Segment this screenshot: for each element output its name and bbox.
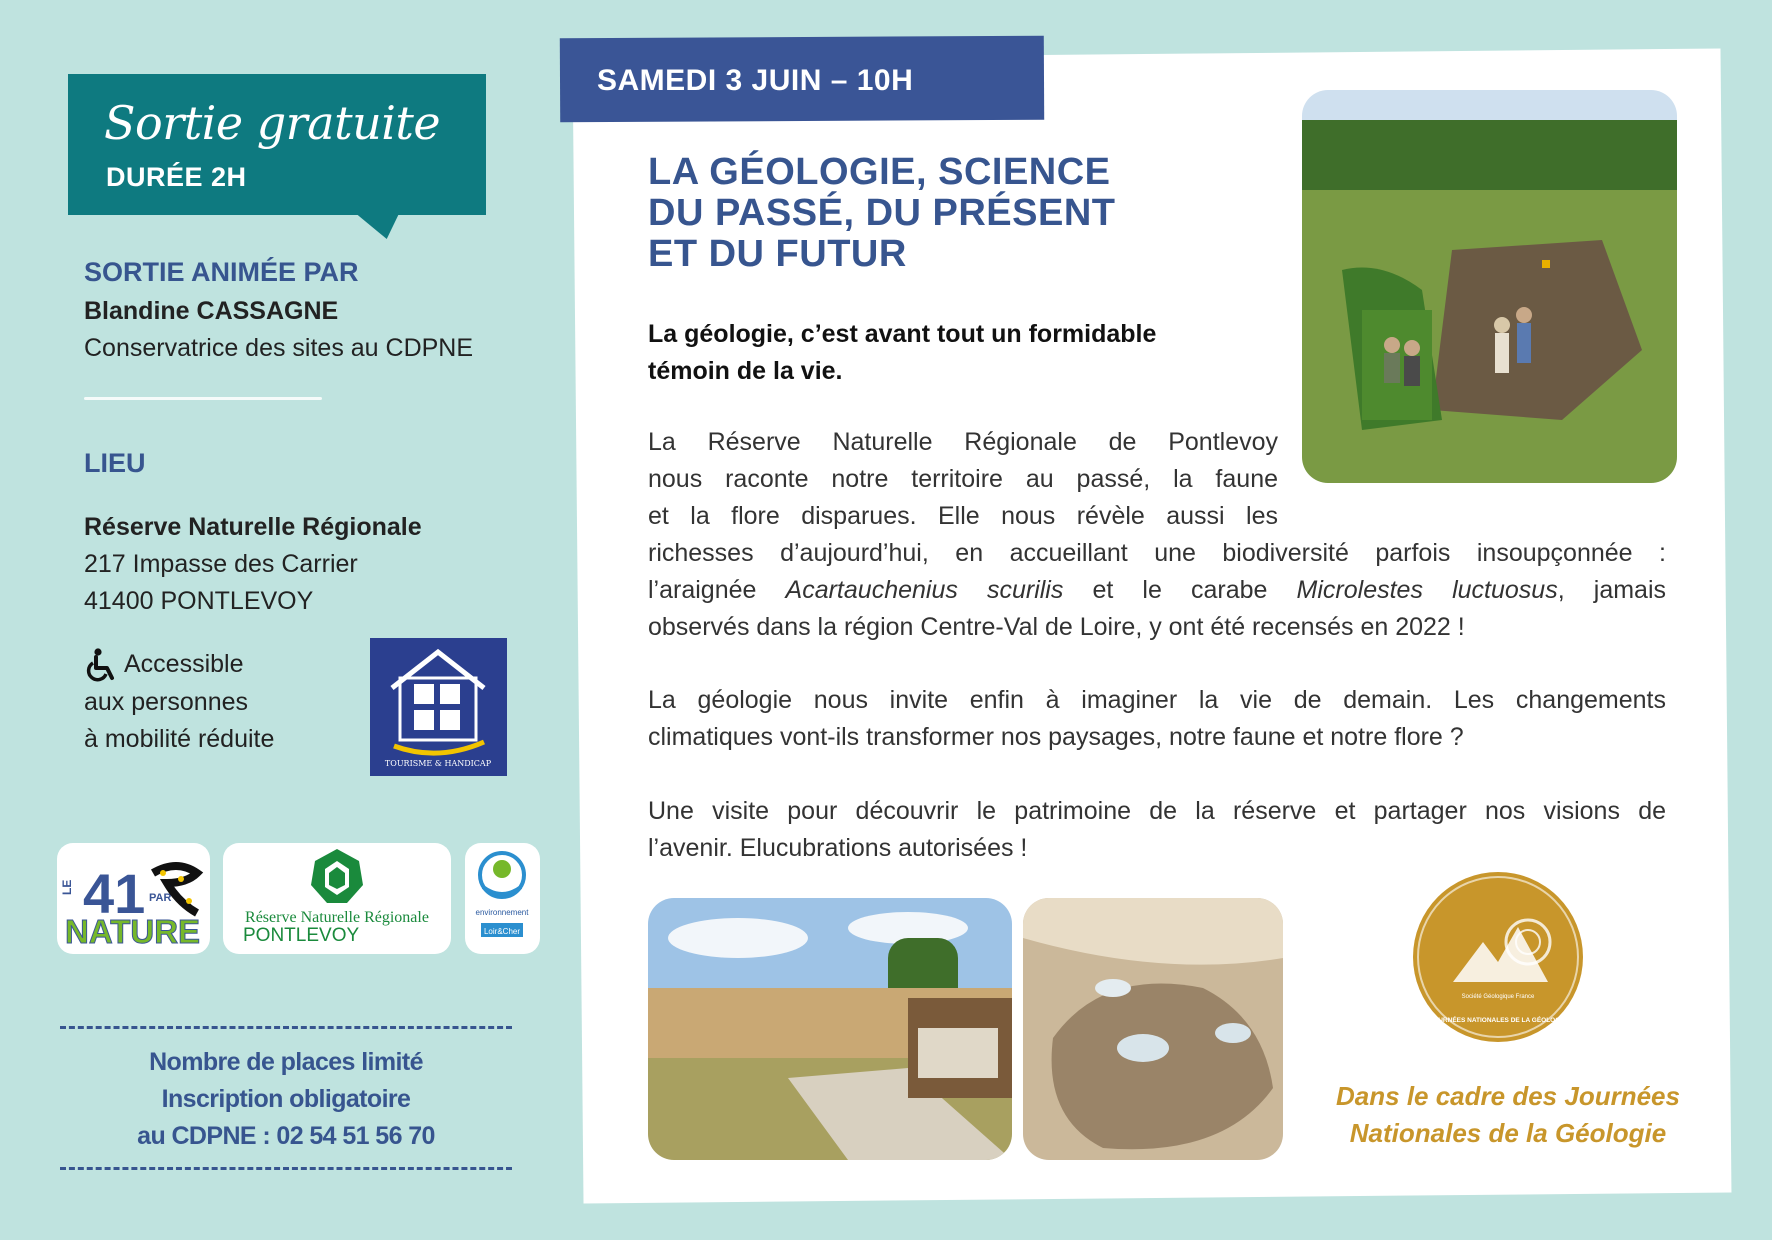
svg-text:environnement: environnement xyxy=(475,908,529,917)
title-line-2: DU PASSÉ, DU PRÉSENT xyxy=(648,192,1116,234)
lead-line-1: La géologie, c’est avant tout un formidable xyxy=(648,320,1157,348)
separator xyxy=(84,397,322,400)
p1-line-5: l’araignée Acartauchenius scurilis et le carabe Microlestes luctuosus, jamais xyxy=(648,576,1666,604)
badge-duration: DURÉE 2H xyxy=(106,162,247,192)
title-line-1: LA GÉOLOGIE, SCIENCE xyxy=(648,151,1111,193)
paragraph-1-top xyxy=(648,424,1278,535)
wheelchair-icon xyxy=(84,648,118,682)
access-line-1: Accessible xyxy=(124,650,244,678)
svg-text:Réserve Naturelle Régionale: Réserve Naturelle Régionale xyxy=(245,909,429,926)
access-line-2: aux personnes xyxy=(84,688,249,716)
svg-text:PONTLEVOY: PONTLEVOY xyxy=(243,925,360,946)
svg-text:41: 41 xyxy=(83,862,146,925)
species-spider: Acartauchenius scurilis xyxy=(785,576,1064,604)
photo-reserve-site xyxy=(648,898,1012,1160)
p1-line-4: richesses d’aujourd’hui, en accueillant une biodiversité parfois insoupçonnée : xyxy=(648,539,1666,567)
svg-text:Société Géologique France: Société Géologique France xyxy=(1461,994,1535,1000)
badge-title: Sortie gratuite xyxy=(104,96,441,150)
p2-line-2: climatiques vont-ils transformer nos paysages, notre faune et notre flore ? xyxy=(648,723,1464,751)
svg-text:JOURNÉES NATIONALES DE LA GÉOL: JOURNÉES NATIONALES DE LA GÉOLOGIE xyxy=(1429,1017,1567,1024)
p1-line-2: nous raconte notre territoire au passé, la faune xyxy=(648,465,1278,493)
lead-text xyxy=(648,316,1156,390)
event-title xyxy=(648,152,1115,275)
p2-line-1: La géologie nous invite enfin à imaginer la vie de demain. Les changements xyxy=(648,686,1666,714)
place-address-2: 41400 PONTLEVOY xyxy=(84,587,314,615)
svg-text:NATURE: NATURE xyxy=(65,913,201,950)
dashed-divider-bottom xyxy=(60,1167,512,1170)
lead-line-2: témoin de la vie. xyxy=(648,357,843,385)
p1-line-3: et la flore disparues. Elle nous révèle aussi les xyxy=(648,502,1278,530)
paragraph-2 xyxy=(648,682,1666,756)
p1-line-1: La Réserve Naturelle Régionale de Pontlevoy xyxy=(648,428,1278,456)
title-line-3: ET DU FUTUR xyxy=(648,233,907,275)
photo-visitors-quarry xyxy=(1302,90,1677,483)
paragraph-3 xyxy=(648,793,1666,867)
guide-role: Conservatrice des sites au CDPNE xyxy=(84,334,474,362)
species-beetle: Microlestes luctuosus xyxy=(1296,576,1558,604)
signup-phone: au CDPNE : 02 54 51 56 70 xyxy=(137,1122,435,1150)
p1-line-6: observés dans la région Centre-Val de Loire, y ont été recensés en 2022 ! xyxy=(648,613,1465,641)
guide-heading: SORTIE ANIMÉE PAR xyxy=(84,257,359,287)
event-date: SAMEDI 3 JUIN – 10H xyxy=(597,64,914,97)
jng-caption xyxy=(1310,1078,1706,1152)
p3-line-1: Une visite pour découvrir le patrimoine de la réserve et partager nos visions de xyxy=(648,797,1666,825)
place-name: Réserve Naturelle Régionale xyxy=(84,513,422,541)
svg-text:LE: LE xyxy=(60,879,74,895)
jng-line-2: Nationales de la Géologie xyxy=(1349,1118,1667,1148)
photo-fossil xyxy=(1023,898,1283,1160)
signup-line-2: Inscription obligatoire xyxy=(161,1085,411,1113)
dashed-divider-top xyxy=(60,1026,512,1029)
rnr-pontlevoy-logo xyxy=(223,843,451,954)
tourisme-handicap-logo xyxy=(370,638,507,776)
badge-tail xyxy=(355,213,408,239)
paragraph-1-bottom xyxy=(648,535,1666,646)
environnement-loir-et-cher-logo xyxy=(465,843,540,954)
guide-name: Blandine CASSAGNE xyxy=(84,297,339,325)
access-line-3: à mobilité réduite xyxy=(84,725,275,753)
p3-line-2: l’avenir. Elucubrations autorisées ! xyxy=(648,834,1028,862)
jng-seal-logo xyxy=(1413,872,1583,1042)
jng-line-1: Dans le cadre des Journées xyxy=(1336,1081,1680,1111)
le41-par-nature-logo xyxy=(57,843,210,954)
svg-text:PAR: PAR xyxy=(149,892,172,904)
svg-text:Loir&Cher: Loir&Cher xyxy=(483,927,521,936)
place-address-1: 217 Impasse des Carrier xyxy=(84,550,358,578)
place-heading: LIEU xyxy=(84,448,146,478)
svg-text:TOURISME & HANDICAP: TOURISME & HANDICAP xyxy=(384,759,492,768)
signup-line-1: Nombre de places limité xyxy=(149,1048,423,1076)
